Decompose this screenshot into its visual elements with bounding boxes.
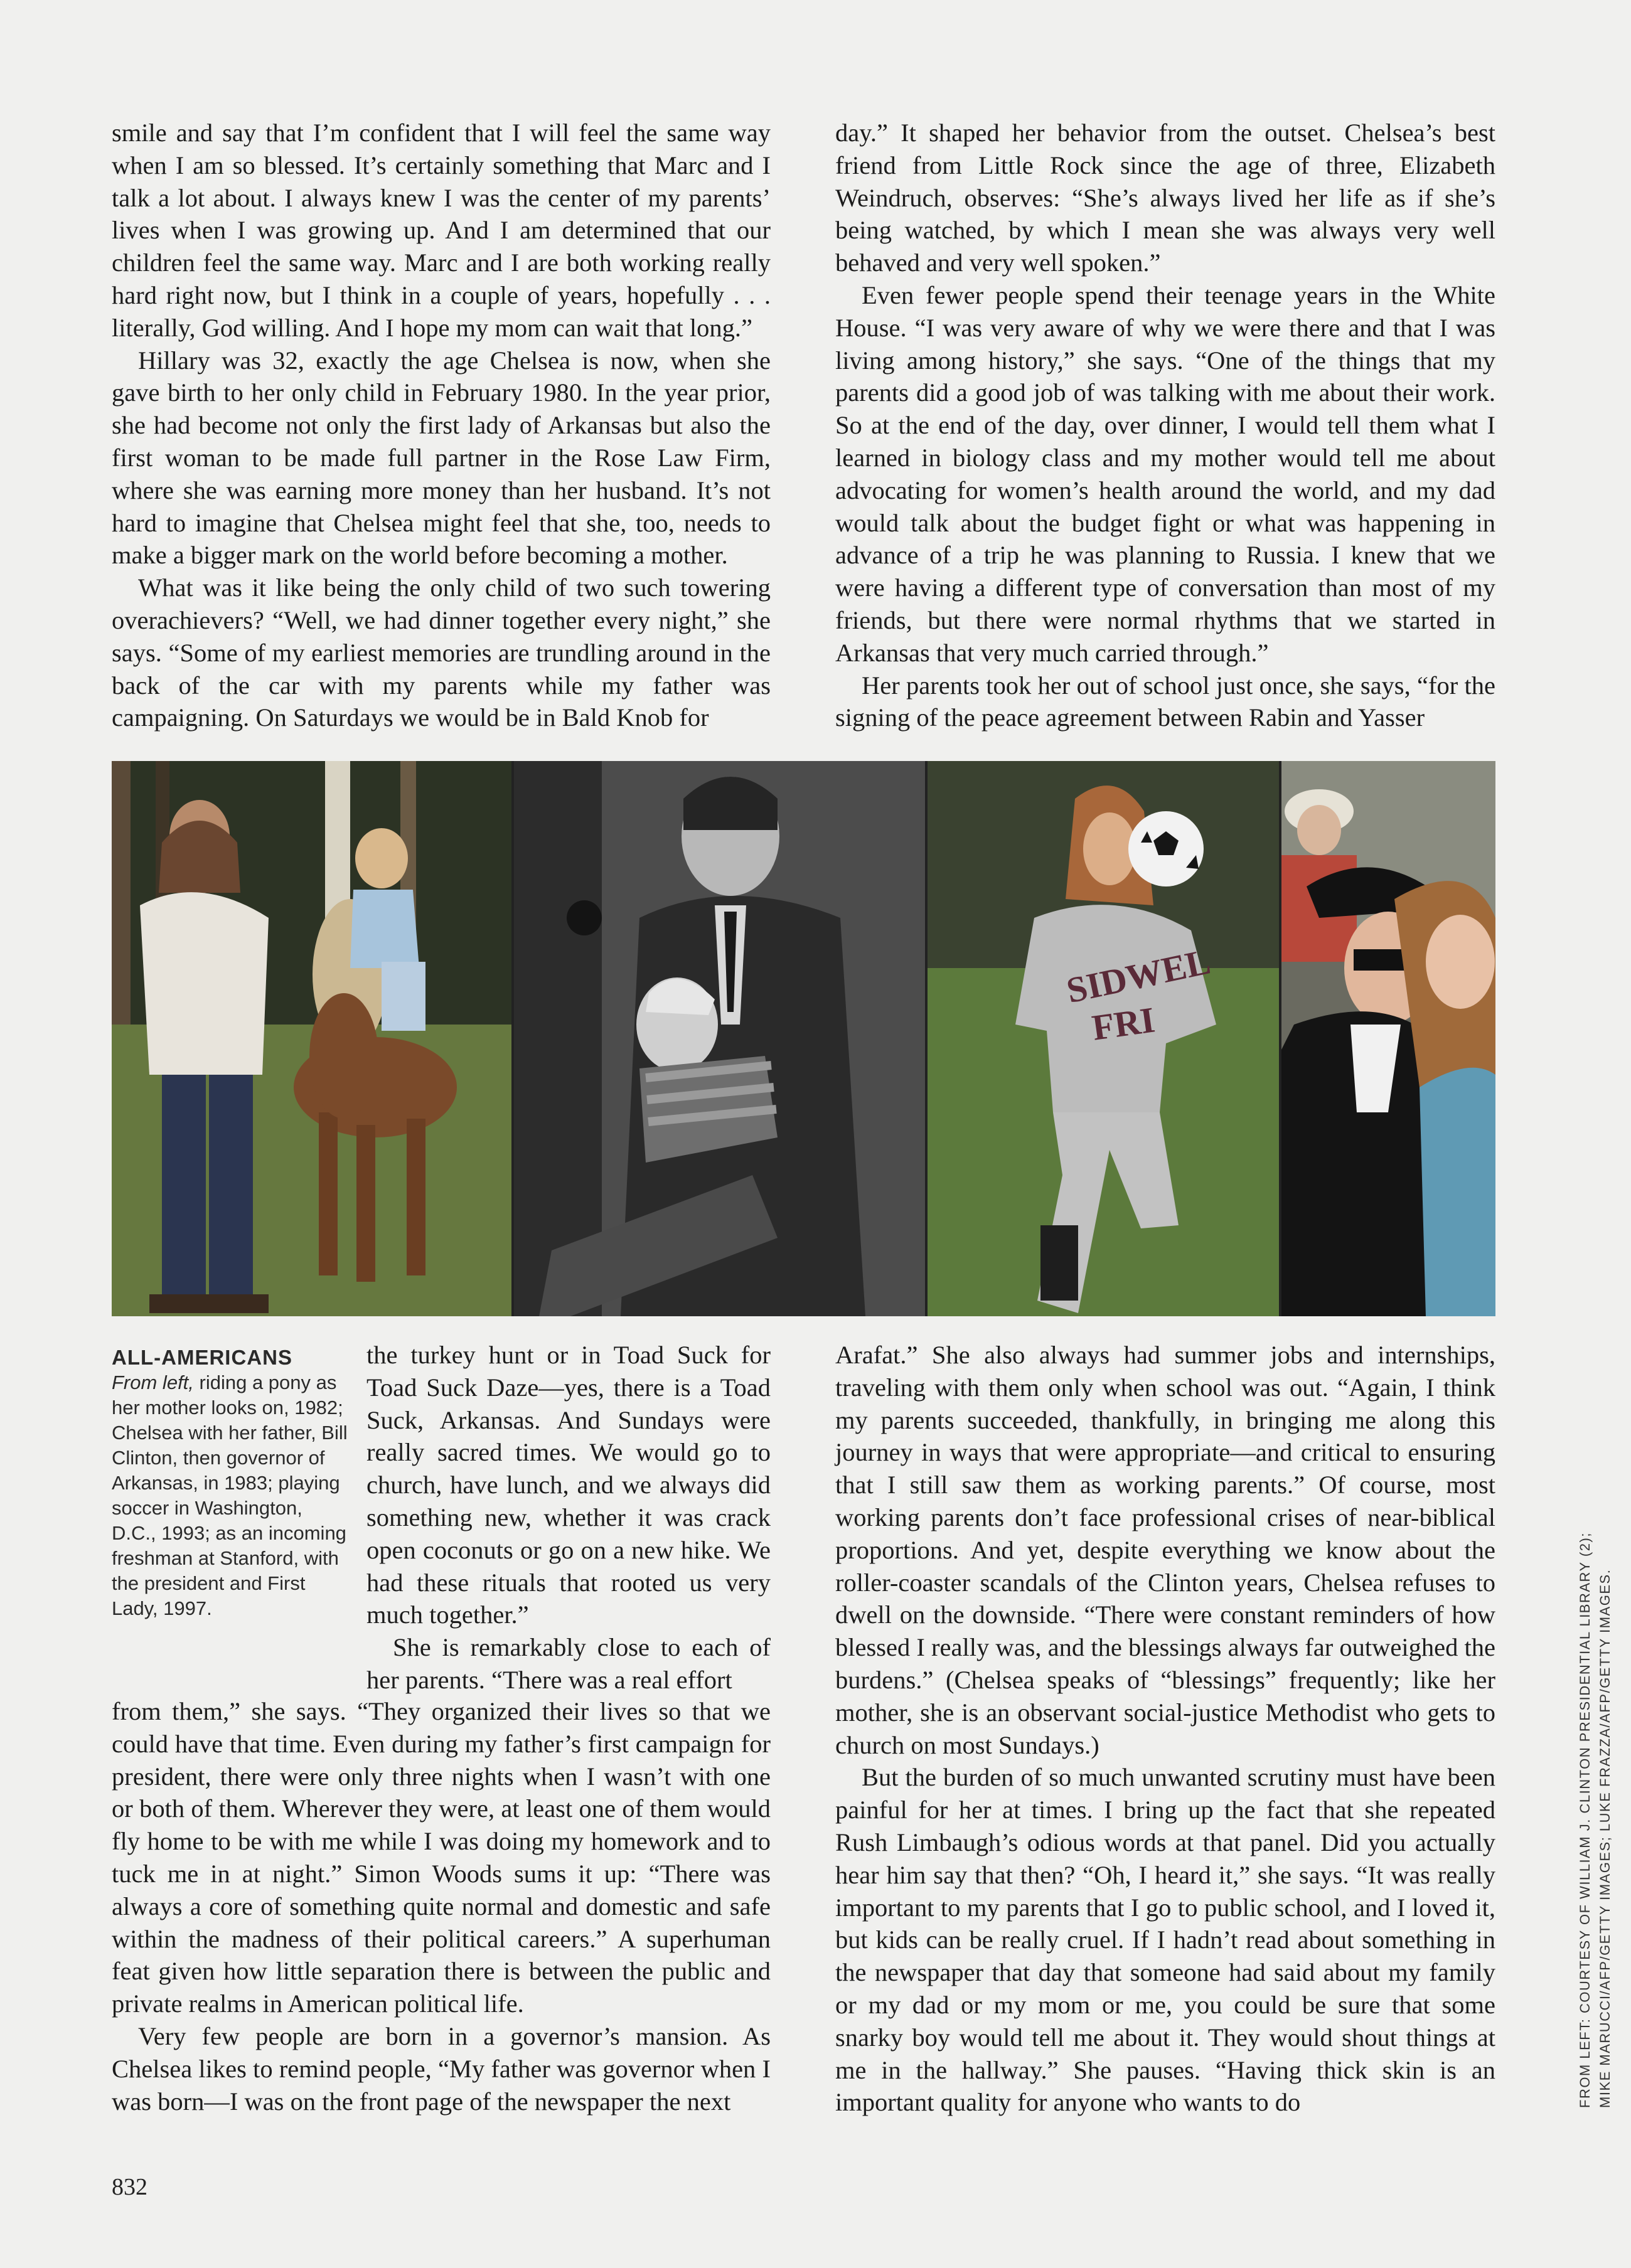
page-number: 832 — [112, 2174, 147, 2200]
caption-title: ALL-AMERICANS — [112, 1346, 292, 1369]
caption-lead: From left, — [112, 1371, 194, 1393]
article-column-mid-left — [366, 1339, 771, 1696]
paragraph: Hillary was 32, exactly the age Chelsea is now, when she gave birth to her only child in February 1980. In the year prior, she had become not only the first lady of Arkansas but also the first woman to be made full partner in the Rose Law Firm, where she was earning more money than her husband. It’s not hard to imagine that Chelsea might feel that she, too, needs to make a bigger mark on the world before becoming a mother. — [112, 346, 771, 570]
paragraph: But the burden of so much unwanted scrutiny must have been painful for her at times. I bring up the fact that she repeated Rush Limbaugh’s odious words at that panel. Did you actually hear him say that then? “Oh, I heard it,” she says. “It was really important to my parents that I go to public school, and I loved it, but kids can be really cruel. If I hadn’t read about something in the newspaper that day that someone had said about my family or my dad or my mom or me, you could be sure that some snarky boy would tell me about it. They would shout things at me in the hallway.” She pauses. “Having thick skin is an important quality for anyone who wants to do — [835, 1763, 1495, 2117]
photo-credit-line: MIKE MARUCCI/AFP/GETTY IMAGES; LUKE FRAZZA/AFP/GETTY IMAGES. — [1597, 1568, 1613, 2108]
photo-father-son-bw — [514, 761, 925, 1316]
article-column-top-right — [835, 117, 1495, 734]
article-column-bottom-left — [112, 1695, 771, 2117]
caption-text: riding a pony as her mother looks on, 1982; Chelsea with her father, Bill Clinton, then governor of Arkansas, in 1983; playing soccer in Washington, D.C., 1993; as an incoming freshman at Stanford, with the president and First Lady, 1997. — [112, 1371, 348, 1619]
photo-pony-ride — [112, 761, 511, 1316]
paragraph: from them,” she says. “They organized their lives so that we could have that time. Even during my father’s first campaign for president, there were only three nights when I wasn’t with one or both of them. Wherever they were, at least one of them would fly home to be with me while I was doing my homework and to tuck me in at night.” Simon Woods sums it up: “There was always a core of something quite normal and domestic and safe within the madness of their political careers.” A superhuman feat given how little separation there is between the public and private realms in American political life. — [112, 1697, 771, 2018]
paragraph: Very few people are born in a governor’s mansion. As Chelsea likes to remind people, “My father was governor when I was born—I was on the front page of the newspaper the next — [112, 2021, 771, 2116]
photo-stanford — [1281, 761, 1495, 1316]
photo-soccer — [928, 761, 1279, 1316]
paragraph: Even fewer people spend their teenage years in the White House. “I was very aware of why we were there and that I was living among history,” she says. “One of the things that my parents did a good job of was talking with me about their work. So at the end of the day, over dinner, I would tell them what I learned in biology class and my mother would tell me about advocating for women’s health around the world, and my dad would talk about the budget fight or what was happening in advance of a trip he was planning to Russia. I knew that we were having a different type of conversation than most of my friends, but there were normal rhythms that we started in Arkansas that very much carried through.” — [835, 280, 1495, 667]
paragraph: Her parents took her out of school just once, she says, “for the signing of the peace agreement between Rabin and Yasser — [835, 671, 1495, 732]
paragraph: What was it like being the only child of two such towering overachievers? “Well, we had dinner together every night,” she says. “Some of my earliest memories are trundling around in the back of the car with my parents while my father was campaigning. On Saturdays we would be in Bald Knob for — [112, 573, 771, 732]
paragraph: the turkey hunt or in Toad Suck for Toad Suck Daze—yes, there is a Toad Suck, Arkansas. And Sundays were really sacred times. We would go to church, have lunch, and we always did something new, whether it was crack open coconuts or go on a new hike. We had these rituals that rooted us very much together.” — [366, 1341, 771, 1629]
sweatshirt-text-bottom: FRI — [1089, 999, 1158, 1048]
paragraph: day.” It shaped her behavior from the outset. Chelsea’s best friend from Little Rock since the age of three, Elizabeth Weindruch, observes: “She’s always lived her life as if she’s being watched, by which I mean she was always very well behaved and very well spoken.” — [835, 119, 1495, 277]
photo-credit-line: FROM LEFT: COURTESY OF WILLIAM J. CLINTON PRESIDENTIAL LIBRARY (2); — [1577, 1532, 1593, 2108]
photo-strip — [112, 761, 1495, 1316]
paragraph: She is remarkably close to each of her parents. “There was a real effort — [366, 1633, 771, 1694]
paragraph: smile and say that I’m confident that I will feel the same way when I am so blessed. It’s certainly something that Marc and I talk a lot about. I always knew I was the center of my parents’ lives when I was growing up. And I am determined that our children feel the same way. Marc and I are both working really hard right now, but I think in a couple of years, hopefully . . . literally, God willing. And I hope my mom can wait that long.” — [112, 119, 771, 342]
photo-credit — [1575, 1412, 1625, 2108]
article-column-bottom-right — [835, 1339, 1495, 2119]
article-column-top-left — [112, 117, 771, 734]
photo-caption — [112, 1345, 350, 1621]
paragraph: Arafat.” She also always had summer jobs and internships, traveling with them only when school was out. “Again, I think my parents succeeded, thankfully, in bringing me along this journey in ways that were appropriate—and critical to ensuring that I still saw them as working parents.” Of course, most working parents don’t face professional crises of near-biblical proportions. And yet, despite everything we know about the roller-coaster scandals of the Clinton years, Chelsea refuses to dwell on the downside. “There were constant reminders of how blessed I really was, and the blessings always far outweighed the burdens.” (Chelsea speaks of “blessings” frequently; like her mother, she is an observant social-justice Methodist who gets to church on most Sundays.) — [835, 1341, 1495, 1759]
sweatshirt-text-top: SIDWEL — [1062, 940, 1214, 1011]
caption-body — [112, 1370, 350, 1621]
